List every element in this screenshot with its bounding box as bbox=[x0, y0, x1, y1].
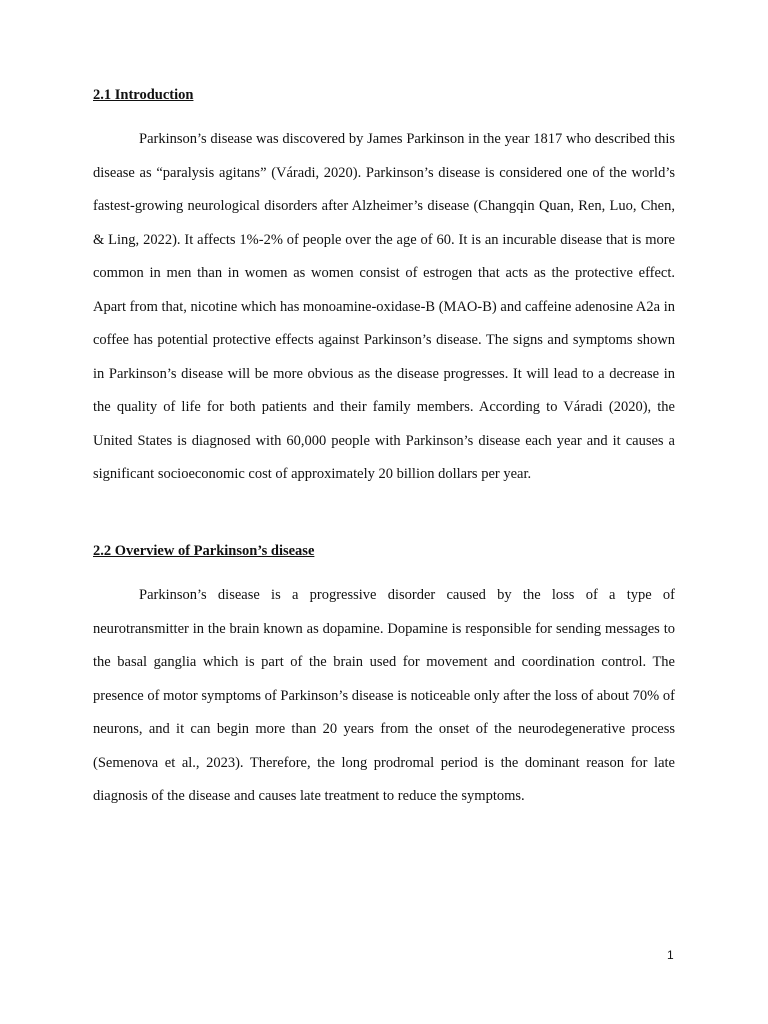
overview-paragraph: Parkinson’s disease is a progressive disorder caused by the loss of a type of neurotransmitter in the brain known as dopamine. Dopamine is responsible for sending messages to the basal ganglia which is part of the brain used for movement and coordination control. The presence of motor symptoms of Parkinson’s disease is noticeable only after the loss of about 70% of neurons, and it can begin more than 20 years from the onset of the neurodegenerative process (Semenova et al., 2023). Therefore, the long prodromal period is the dominant reason for late diagnosis of the disease and causes late treatment to reduce the symptoms. bbox=[93, 587, 675, 804]
section-heading-introduction: 2.1 Introduction bbox=[93, 87, 194, 103]
page-number: 1 bbox=[667, 948, 674, 962]
introduction-paragraph: Parkinson’s disease was discovered by James Parkinson in the year 1817 who described this disease as “paralysis agitans” (Váradi, 2020). Parkinson’s disease is considered one of the world’s fastest-growing neurological disorders after Alzheimer’s disease (Changqin Quan, Ren, Luo, Chen, & Ling, 2022). It affects 1%-2% of people over the age of 60. It is an incurable disease that is more common in men than in women as women consist of estrogen that acts as the protective effect. Apart from that, nicotine which has monoamine-oxidase-B (MAO-B) and caffeine adenosine A2a in coffee has potential protective effects against Parkinson’s disease. The signs and symptoms shown in Parkinson’s disease will be more obvious as the disease progresses. It will lead to a decrease in the quality of life for both patients and their family members. According to Váradi (2020), the United States is diagnosed with 60,000 people with Parkinson’s disease each year and it causes a significant socioeconomic cost of approximately 20 billion dollars per year. bbox=[93, 131, 675, 482]
section-heading-overview: 2.2 Overview of Parkinson’s disease bbox=[93, 543, 315, 559]
